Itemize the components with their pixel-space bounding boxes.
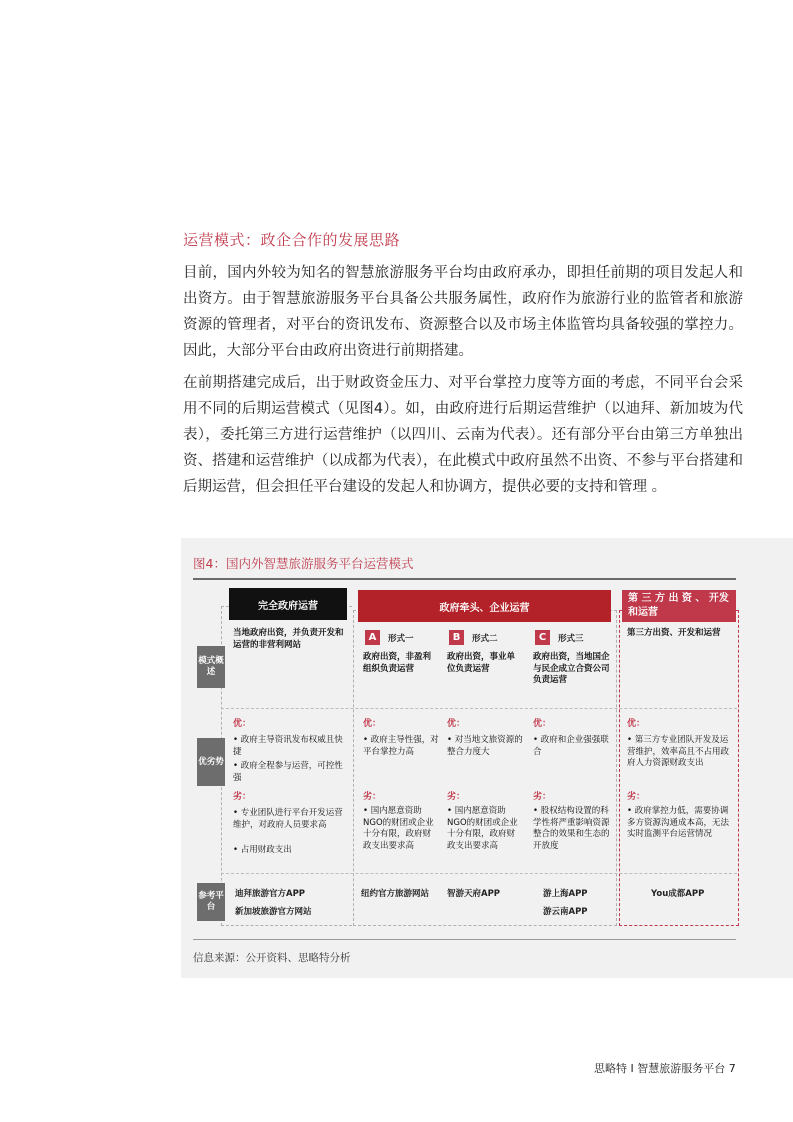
form-b-head [449,630,498,645]
form-b-name: 形式二 [472,633,498,644]
header-third-party: 第 三 方 出 资 、 开发和运营 [622,590,736,622]
pros-label-third: 优： [627,719,646,729]
form-c-name: 形式三 [558,633,584,644]
cons-gov-2: • 占用财政支出 [233,845,292,855]
cons-label-form-b: 劣： [447,792,466,802]
overview-form-a: 政府出资，非盈利组织负责运营 [363,652,432,674]
pros-label-gov: 优： [233,719,252,729]
cons-label-third: 劣： [627,792,646,802]
paragraph-2: 在前期搭建完成后，出于财政资金压力、对平台掌控力度等方面的考虑，不同平台会采用不同的后期运营模式（见图4）。如，由政府进行后期运营维护（以迪拜、新加坡为代表），委托第三方进行运营维护（以四川、云南为代表）。还有部分平台由第三方单独出资、搭建和运营维护（以成都为代表），在此模式中政府虽然不出资、不参与平台搭建和后期运营，但会担任平台建设的发起人和协调方，提供必要的支持和管理 。 [183,375,743,495]
form-c-head [535,630,584,645]
row-label-overview: 模式概述 [197,646,225,688]
ref-form-c-2: 游云南APP [543,907,588,917]
row-separator [221,873,737,874]
cons-form-c: • 股权结构设置的科学性将严重影响资源整合的效果和生态的开放度 [533,806,610,851]
pros-form-c: • 政府和企业强强联合 [533,735,609,757]
cons-label-form-c: 劣： [533,792,552,802]
figure-source: 信息来源：公开资料、思略特分析 [193,952,351,964]
figure-bottom-rule [193,939,736,940]
row-label-reference: 参考平台 [197,883,225,921]
page-footer: 思略特 I 智慧旅游服务平台 7 [594,1062,736,1075]
ref-form-a: 纽约官方旅游网站 [361,889,430,899]
pros-form-a: • 政府主导性强，对平台掌控力高 [363,735,439,757]
pros-label-form-c: 优： [533,719,552,729]
ref-form-b: 智游天府APP [447,889,501,899]
overview-form-b: 政府出资，事业单位负责运营 [447,652,516,674]
pros-gov-2: • 政府全程参与运营，可控性强 [233,761,343,783]
cons-gov-1: • 专业团队进行平台开发运营维护，对政府人员要求高 [233,808,343,830]
ref-form-c-1: 游上海APP [543,889,588,899]
pros-label-form-a: 优： [363,719,382,729]
form-a-name: 形式一 [388,633,414,644]
row-separator [221,708,737,709]
form-c-badge: C [535,630,550,645]
overview-third: 第三方出资、开发和运营 [627,628,721,638]
figure-title: 图4：国内外智慧旅游服务平台运营模式 [193,556,414,571]
ref-gov-1: 迪拜旅游官方APP [235,889,306,899]
cons-form-b: • 国内愿意资助NGO的财团或企业十分有限，政府财政支出要求高 [447,806,518,851]
ref-gov-2: 新加坡旅游官方网站 [235,907,312,917]
form-a-head [365,630,414,645]
cons-label-form-a: 劣： [363,792,382,802]
cons-form-a: • 国内愿意资助NGO的财团或企业十分有限，政府财政支出要求高 [363,806,434,851]
ref-third: You成都APP [651,889,705,899]
header-gov-led-enterprise: 政府牵头、企业运营 [358,590,611,622]
figure-operating-models [181,538,793,978]
overview-form-c: 政府出资，当地国企与民企成立合资公司负责运营 [533,652,610,685]
row-label-pros-cons: 优劣势 [197,738,225,786]
paragraph-1: 目前，国内外较为知名的智慧旅游服务平台均由政府承办，即担任前期的项目发起人和出资方。由于智慧旅游服务平台具备公共服务属性，政府作为旅游行业的监管者和旅游资源的管理者，对平台的资讯发布、资源整合以及市场主体监管均具备较强的掌控力。因此，大部分平台由政府出资进行前期搭建。 [183,265,743,359]
overview-gov: 当地政府出资，并负责开发和运营的非营利网站 [233,628,344,650]
figure-title-rule [193,578,736,580]
header-gov-operated: 完全政府运营 [229,588,347,620]
pros-gov-1: • 政府主导资讯发布权威且快捷 [233,735,343,757]
section-heading: 运营模式：政企合作的发展思路 [183,231,401,249]
pros-label-form-b: 优： [447,719,466,729]
cons-label-gov: 劣： [233,792,252,802]
form-a-badge: A [365,630,380,645]
pros-form-b: • 对当地文旅资源的整合力度大 [447,735,523,757]
cons-third: • 政府掌控力低，需要协调多方资源沟通成本高，无法实时监测平台运营情况 [627,806,730,839]
pros-third: • 第三方专业团队开发及运营维护，效率高且不占用政府人力资源财政支出 [627,735,730,768]
form-b-badge: B [449,630,464,645]
